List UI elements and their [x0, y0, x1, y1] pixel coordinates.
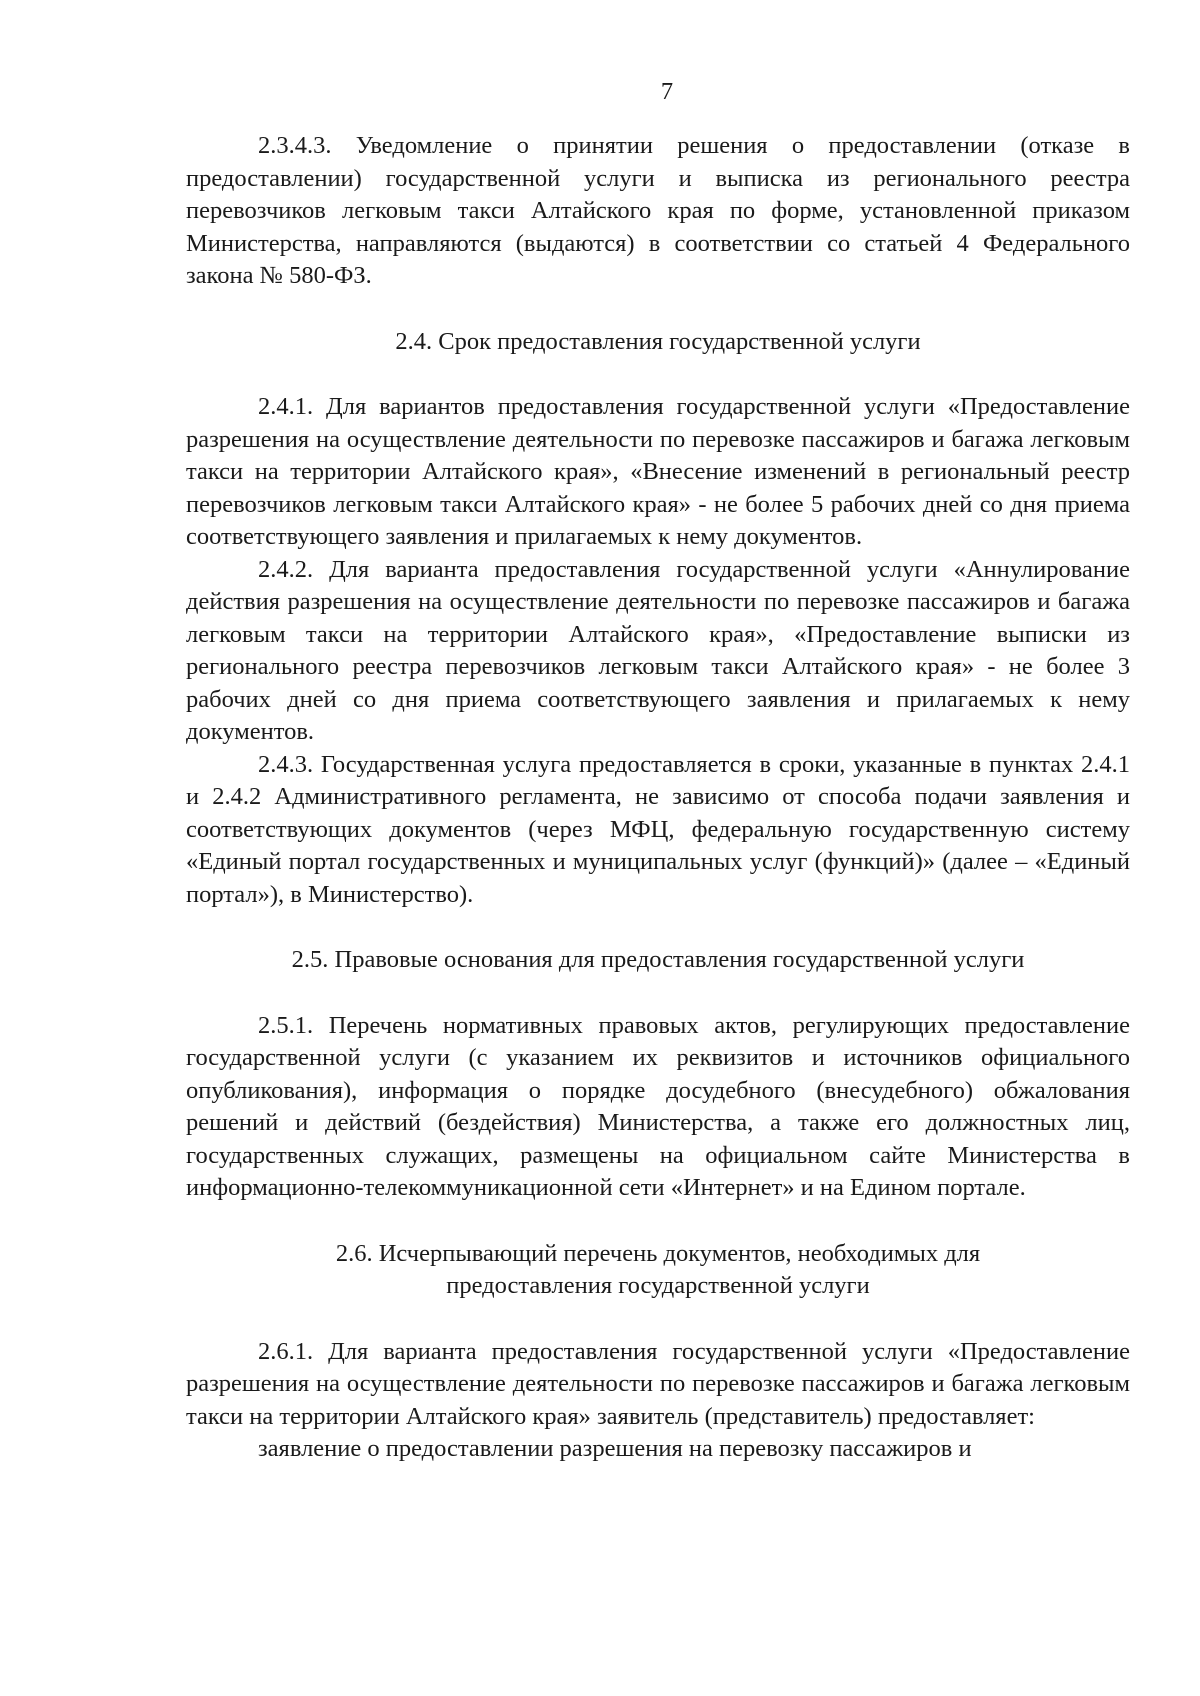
paragraph-application: заявление о предоставлении разрешения на перевозку пассажиров и	[258, 1435, 972, 1462]
section-heading-2-4: 2.4. Срок предоставления государственной услуги	[395, 327, 921, 355]
section-heading-2-6-line-2: предоставления государственной услуги	[446, 1272, 870, 1299]
paragraph-2-6-1: 2.6.1. Для варианта предоставления государственной услуги «Предоставление разрешения на осуществление деятельности по перевозке пассажиров и багажа легковым такси на территории Алтайского края» заявитель (представитель) предоставляет:	[186, 1337, 1130, 1430]
section-heading-2-6-line-1: 2.6. Исчерпывающий перечень документов, необходимых для	[335, 1239, 981, 1267]
document-page	[186, 72, 1130, 1466]
paragraph-2-5-1: 2.5.1. Перечень нормативных правовых актов, регулирующих предоставление государственной услуги (с указанием их реквизитов и источников официального опубликования), информация о порядке досудебного (внесудебного) обжалования решений и действий (бездействия) Министерства, а также его должностных лиц, государственных служащих, размещены на официальном сайте Министерства в информационно-телекоммуникационной сети «Интернет» и на Едином портале.	[186, 1011, 1130, 1201]
page-number: 7	[660, 78, 674, 105]
paragraph-2-4-2: 2.4.2. Для варианта предоставления государственной услуги «Аннулирование действия разрешения на осуществление деятельности по перевозке пассажиров и багажа легковым такси на территории Алтайского края», «Предоставление выписки из регионального реестра перевозчиков легковым такси Алтайского края» - не более 3 рабочих дней со дня приема соответствующего заявления и прилагаемых к нему документов.	[186, 555, 1130, 745]
paragraph-2-4-3: 2.4.3. Государственная услуга предоставляется в сроки, указанные в пунктах 2.4.1 и 2.4.2 Административного регламента, не зависимо от способа подачи заявления и соответствующих документов (через МФЦ, федеральную государственную систему «Единый портал государственных и муниципальных услуг (функций)» (далее – «Единый портал»), в Министерство).	[186, 750, 1130, 908]
paragraph-2-3-4-3: 2.3.4.3. Уведомление о принятии решения о предоставлении (отказе в предоставлении) государственной услуги и выписка из регионального реестра перевозчиков легковым такси Алтайского края по форме, установленной приказом Министерства, направляются (выдаются) в соответствии со статьей 4 Федерального закона № 580-ФЗ.	[186, 132, 1130, 289]
section-heading-2-5: 2.5. Правовые основания для предоставления государственной услуги	[291, 946, 1025, 973]
paragraph-2-4-1: 2.4.1. Для вариантов предоставления государственной услуги «Предоставление разрешения на осуществление деятельности по перевозке пассажиров и багажа легковым такси на территории Алтайского края», «Внесение изменений в региональный реестр перевозчиков легковым такси Алтайского края» - не более 5 рабочих дней со дня приема соответствующего заявления и прилагаемых к нему документов.	[186, 393, 1130, 550]
section-heading-2-6	[186, 1238, 1130, 1303]
